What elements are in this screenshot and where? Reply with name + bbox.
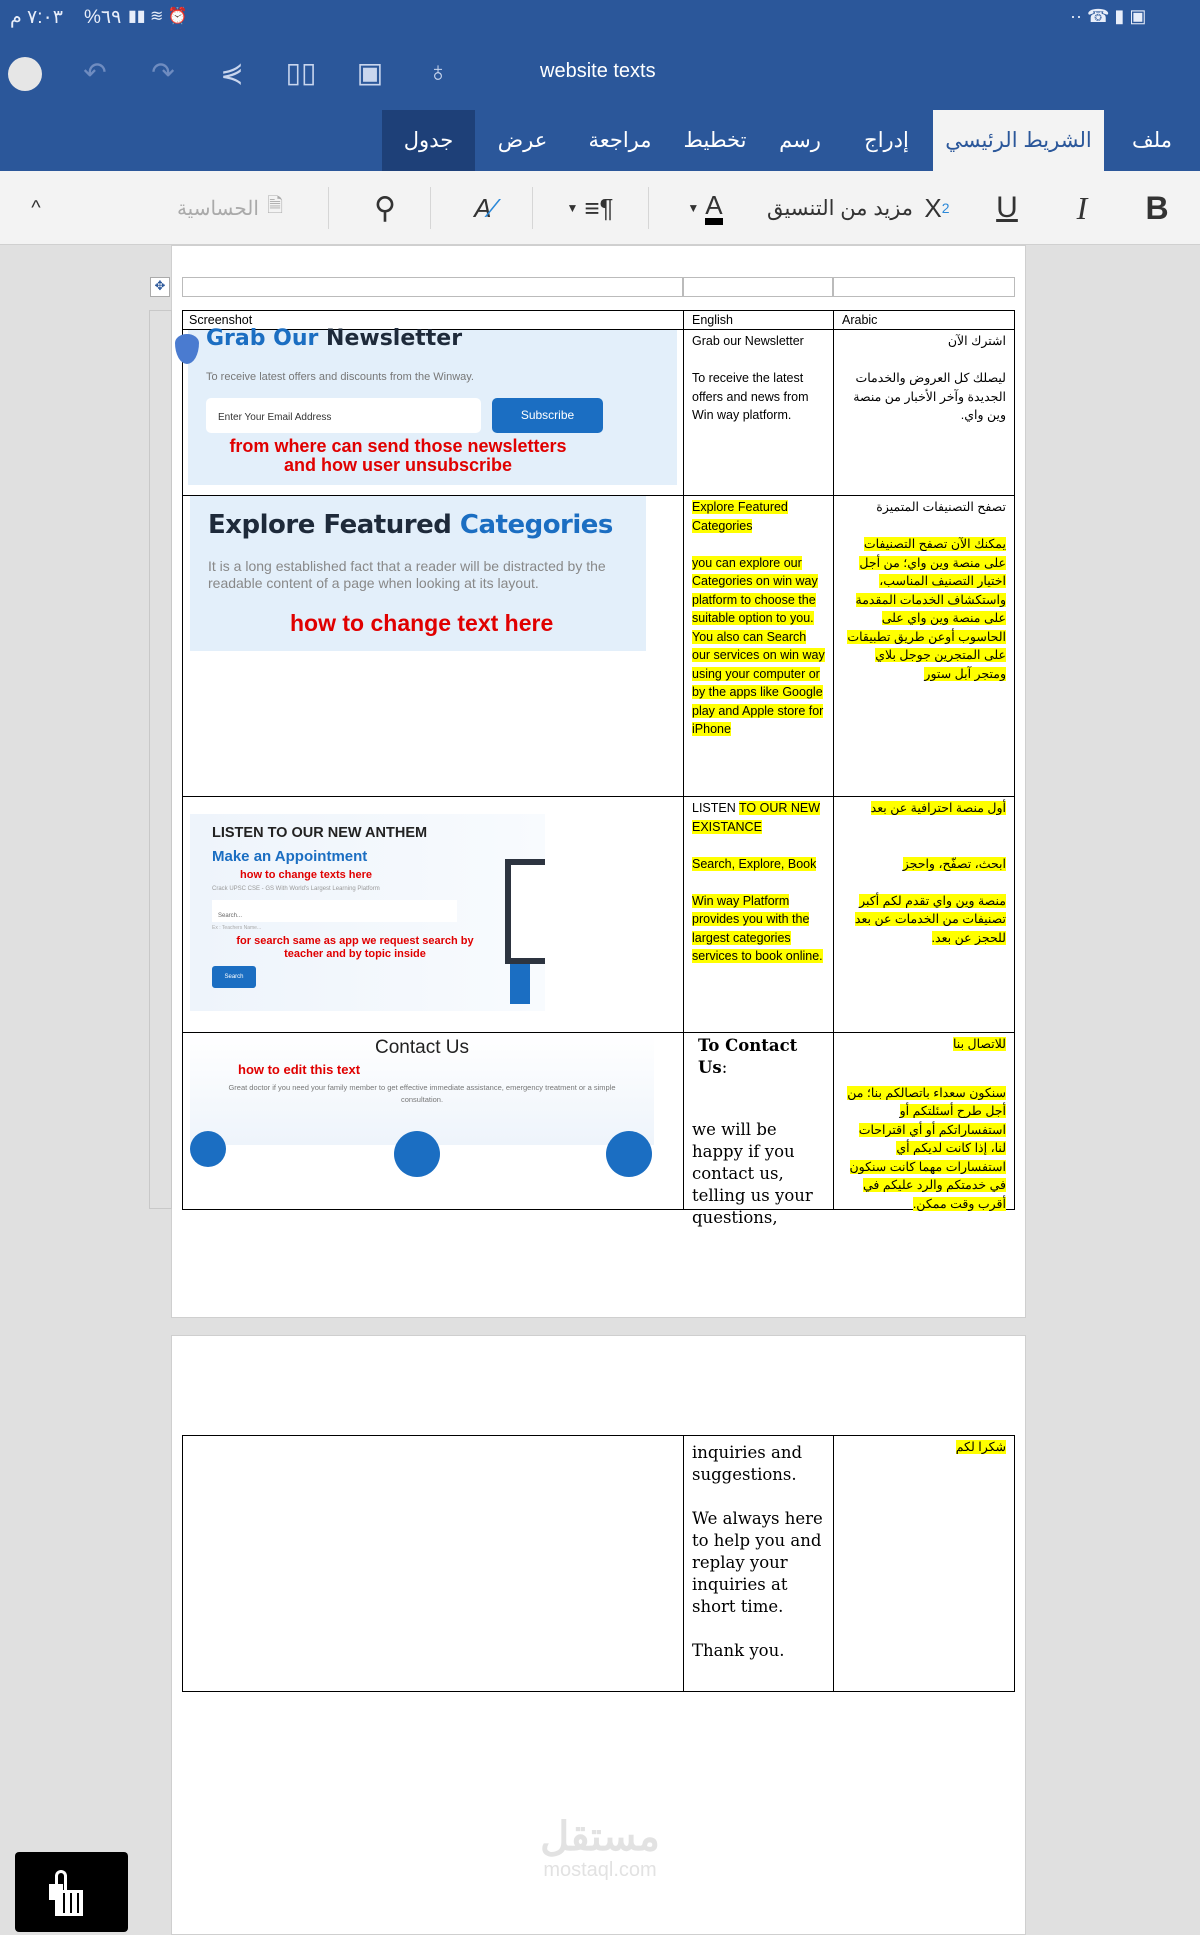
- subscript-small: 2: [941, 200, 950, 216]
- english-heading: Grab our Newsletter: [692, 334, 804, 348]
- paragraph-icon: ≡¶: [584, 192, 614, 223]
- tab-layout[interactable]: تخطيط: [683, 129, 747, 152]
- dropdown-arrow-icon: ▼: [566, 201, 579, 215]
- english-cell[interactable]: [683, 1032, 834, 1227]
- find-icon[interactable]: ⚲: [374, 191, 396, 225]
- arabic-cell[interactable]: [833, 1032, 1015, 1210]
- paragraph-button[interactable]: [555, 171, 625, 245]
- english-continued-2: We always here to help you and replay your inquiries at short time.: [692, 1509, 823, 1616]
- tab-view[interactable]: عرض: [497, 129, 548, 152]
- shot-title: Make an Appointment: [212, 848, 368, 865]
- status-battery: %٦٩: [84, 7, 122, 28]
- english-cell[interactable]: [683, 796, 834, 1033]
- arabic-cell[interactable]: [833, 1435, 1015, 1692]
- screenshot-cell[interactable]: [182, 1435, 684, 1692]
- shot-heading: LISTEN TO OUR NEW ANTHEM: [212, 825, 428, 841]
- tab-draw[interactable]: رسم: [779, 129, 821, 152]
- tab-insert[interactable]: إدراج: [864, 129, 909, 152]
- signal-wifi-alarm-icons: ▮▮ ≋ ⏰: [128, 8, 188, 25]
- shot-note-2: for search same as app we request search by teacher and by topic inside: [236, 935, 474, 960]
- circle-icon: [606, 1131, 652, 1177]
- screenshot-cell[interactable]: [182, 326, 684, 496]
- app-header: [0, 0, 1200, 171]
- screenshot-cell[interactable]: [182, 796, 684, 1033]
- shot-note: how to edit this text: [238, 1062, 361, 1077]
- styles-icon[interactable]: A ⁄: [474, 192, 496, 223]
- divider: [648, 187, 649, 229]
- arabic-body: منصة وين واي تقدم لكم أكبر تصنيفات من الخدمات عن بعد للحجز عن بعد.: [854, 893, 1006, 945]
- redo-icon[interactable]: ↷: [151, 56, 175, 88]
- shot-sub: It is a long established fact that a reader will be distracted by the readable content of a page when looking at its layout.: [208, 558, 606, 591]
- english-heading-b: TO OUR NEW EXISTANCE: [692, 801, 821, 834]
- shot-title: Contact Us: [375, 1037, 469, 1058]
- circle-icon: [394, 1131, 440, 1177]
- english-cell[interactable]: [683, 495, 834, 797]
- bold-button[interactable]: B: [1145, 189, 1169, 226]
- empty-cell[interactable]: [833, 277, 1015, 297]
- shot-note: from where can send those newsletters and how user unsubscribe: [229, 436, 567, 475]
- subscript-label: X: [924, 192, 942, 223]
- ribbon-toolbar: [0, 171, 1200, 245]
- divider: [532, 187, 533, 229]
- arabic-heading: للاتصال بنا: [952, 1037, 1006, 1051]
- font-color-button[interactable]: [670, 171, 740, 245]
- more-formatting-button[interactable]: مزيد من التنسيق: [766, 196, 914, 220]
- divider: [328, 187, 329, 229]
- english-continued-1: inquiries and suggestions.: [692, 1443, 803, 1484]
- english-heading-a: LISTEN: [692, 801, 736, 815]
- stand-illustration: [510, 964, 530, 1004]
- arabic-body: يمكنك الآن تصفح التصنيفات على منصة وين واي؛ من أجل اختيار التصنيف المناسب، واستكشاف الخدمات المقدمة على منصة وين واي على الحاسوب أوعن طريق تطبيقات على المتجرين جوجل بلاي ومتجر آبل ستور: [847, 537, 1006, 681]
- empty-cell[interactable]: [182, 277, 683, 297]
- arabic-heading: اشترك الآن: [947, 334, 1006, 348]
- arabic-heading: تصفح التصنيفات المتميزة: [876, 500, 1006, 514]
- shot-note-1: how to change texts here: [240, 869, 373, 881]
- contact-screenshot: [190, 1035, 654, 1145]
- shot-note: how to change text here: [290, 610, 554, 636]
- shot-title-a: Explore Featured: [208, 510, 452, 540]
- shot-search-input: Search...: [212, 900, 457, 922]
- divider: [430, 187, 431, 229]
- shot-search-button: Search: [212, 966, 256, 988]
- document-title: website texts: [540, 60, 656, 82]
- shot-sub: Crack UPSC CSE - GS With World's Largest Learning Platform: [212, 886, 380, 892]
- english-body-2: You also can Search our services on win way using your computer or by the apps like Google play and Apple store for iPhone: [692, 629, 825, 736]
- lightbulb-icon[interactable]: ♁: [427, 56, 449, 87]
- shot-email-input: Enter Your Email Address: [206, 398, 481, 433]
- empty-cell[interactable]: [683, 277, 833, 297]
- english-body: To receive the latest offers and news from Win way platform.: [692, 371, 809, 422]
- account-avatar[interactable]: [8, 57, 42, 91]
- english-body: you can explore our Categories on win way platform to choose the suitable option to you.: [692, 555, 818, 625]
- shot-hint: Ex : Teachers Name...: [212, 925, 262, 931]
- notification-icons: ·· ☎ ▮ ▣: [1070, 6, 1147, 26]
- arabic-tagline: ابحث، تصفّح، واحجز: [902, 856, 1006, 871]
- english-heading-colon: :: [721, 1058, 728, 1077]
- english-cell[interactable]: [683, 329, 834, 496]
- sensitivity-icon: 🗎: [266, 195, 284, 217]
- undo-icon[interactable]: ↶: [83, 56, 107, 88]
- tab-file[interactable]: ملف: [1132, 129, 1172, 152]
- arabic-cell[interactable]: [833, 796, 1015, 1033]
- english-continued-3: Thank you.: [692, 1641, 785, 1660]
- underline-button[interactable]: U: [996, 191, 1018, 224]
- sensitivity-button[interactable]: [165, 171, 295, 245]
- english-body: Win way Platform provides you with the largest categories services to book online.: [692, 893, 823, 963]
- save-icon[interactable]: ▣: [356, 56, 384, 88]
- row-selector-gutter[interactable]: [149, 310, 172, 1209]
- shot-title-b: Categories: [459, 510, 613, 540]
- table-move-handle-icon[interactable]: ✥: [150, 277, 170, 297]
- circle-icon: [190, 1131, 226, 1167]
- arabic-cell[interactable]: [833, 329, 1015, 496]
- monitor-illustration: [505, 859, 545, 964]
- categories-screenshot: [190, 496, 646, 651]
- tab-review[interactable]: مراجعة: [588, 129, 652, 152]
- newsletter-screenshot: [188, 326, 677, 485]
- arabic-body: ليصلك كل العروض والخدمات الجديدة وآخر الأخبار من منصة وين واي.: [853, 371, 1006, 422]
- dropdown-arrow-icon: ▼: [687, 201, 700, 215]
- keyboard-icon: [55, 1890, 83, 1916]
- english-body: we will be happy if you contact us, telling us your questions,: [692, 1120, 813, 1227]
- italic-button[interactable]: I: [1076, 189, 1088, 226]
- header-arabic[interactable]: Arabic: [833, 310, 1015, 330]
- header-screenshot[interactable]: Screenshot: [182, 310, 684, 330]
- share-icon[interactable]: ⋞: [220, 56, 244, 88]
- english-cell[interactable]: [683, 1435, 834, 1692]
- tab-home[interactable]: الشريط الرئيسي: [933, 110, 1104, 171]
- english-tagline: Search, Explore, Book: [692, 856, 817, 871]
- status-time: ٧:٠٣ م: [10, 7, 63, 28]
- english-heading: Explore Featured Categories: [692, 500, 788, 533]
- tab-table[interactable]: جدول: [382, 110, 475, 171]
- screenshot-cell[interactable]: [182, 495, 684, 797]
- watermark: [500, 1815, 700, 1882]
- subscript-button[interactable]: [915, 171, 959, 245]
- screenshot-cell[interactable]: [182, 1032, 684, 1210]
- shot-subscribe-button: Subscribe: [492, 398, 603, 433]
- watermark-url: mostaql.com: [543, 1859, 657, 1881]
- shot-sub: To receive latest offers and discounts from the Winway.: [206, 371, 474, 383]
- watermark-logo: مستقل: [540, 1815, 660, 1859]
- english-heading: To Contact Us: [698, 1036, 798, 1077]
- font-color-label: A: [705, 192, 722, 225]
- sensitivity-label: الحساسية: [176, 197, 259, 220]
- collapse-ribbon-button[interactable]: ^: [31, 196, 41, 219]
- read-mode-icon[interactable]: ▯▯: [285, 56, 317, 88]
- keyboard-toggle-button[interactable]: [15, 1852, 128, 1932]
- header-english[interactable]: English: [683, 310, 834, 330]
- arabic-cell[interactable]: [833, 495, 1015, 797]
- arabic-heading: أول منصة احترافية عن بعد: [870, 801, 1006, 815]
- appointment-screenshot: [190, 814, 545, 1011]
- shot-title-b: Newsletter: [326, 326, 463, 351]
- shot-title-a: Grab Our: [206, 326, 319, 351]
- arabic-continued: شكرا لكم: [955, 1440, 1006, 1454]
- shot-sub: Great doctor if you need your family member to get effective immediate assistance, emergency treatment or a simple consultation.: [228, 1083, 616, 1104]
- arabic-body: سنكون سعداء باتصالكم بنا؛ من أجل طرح أسئلتكم أو استفساراتكم أو أي اقتراحات لنا، إذا كانت لديكم أي استفسارات مهما كانت سنكون في خدمتكم والرد عليكم في أقرب وقت ممكن.: [847, 1085, 1006, 1211]
